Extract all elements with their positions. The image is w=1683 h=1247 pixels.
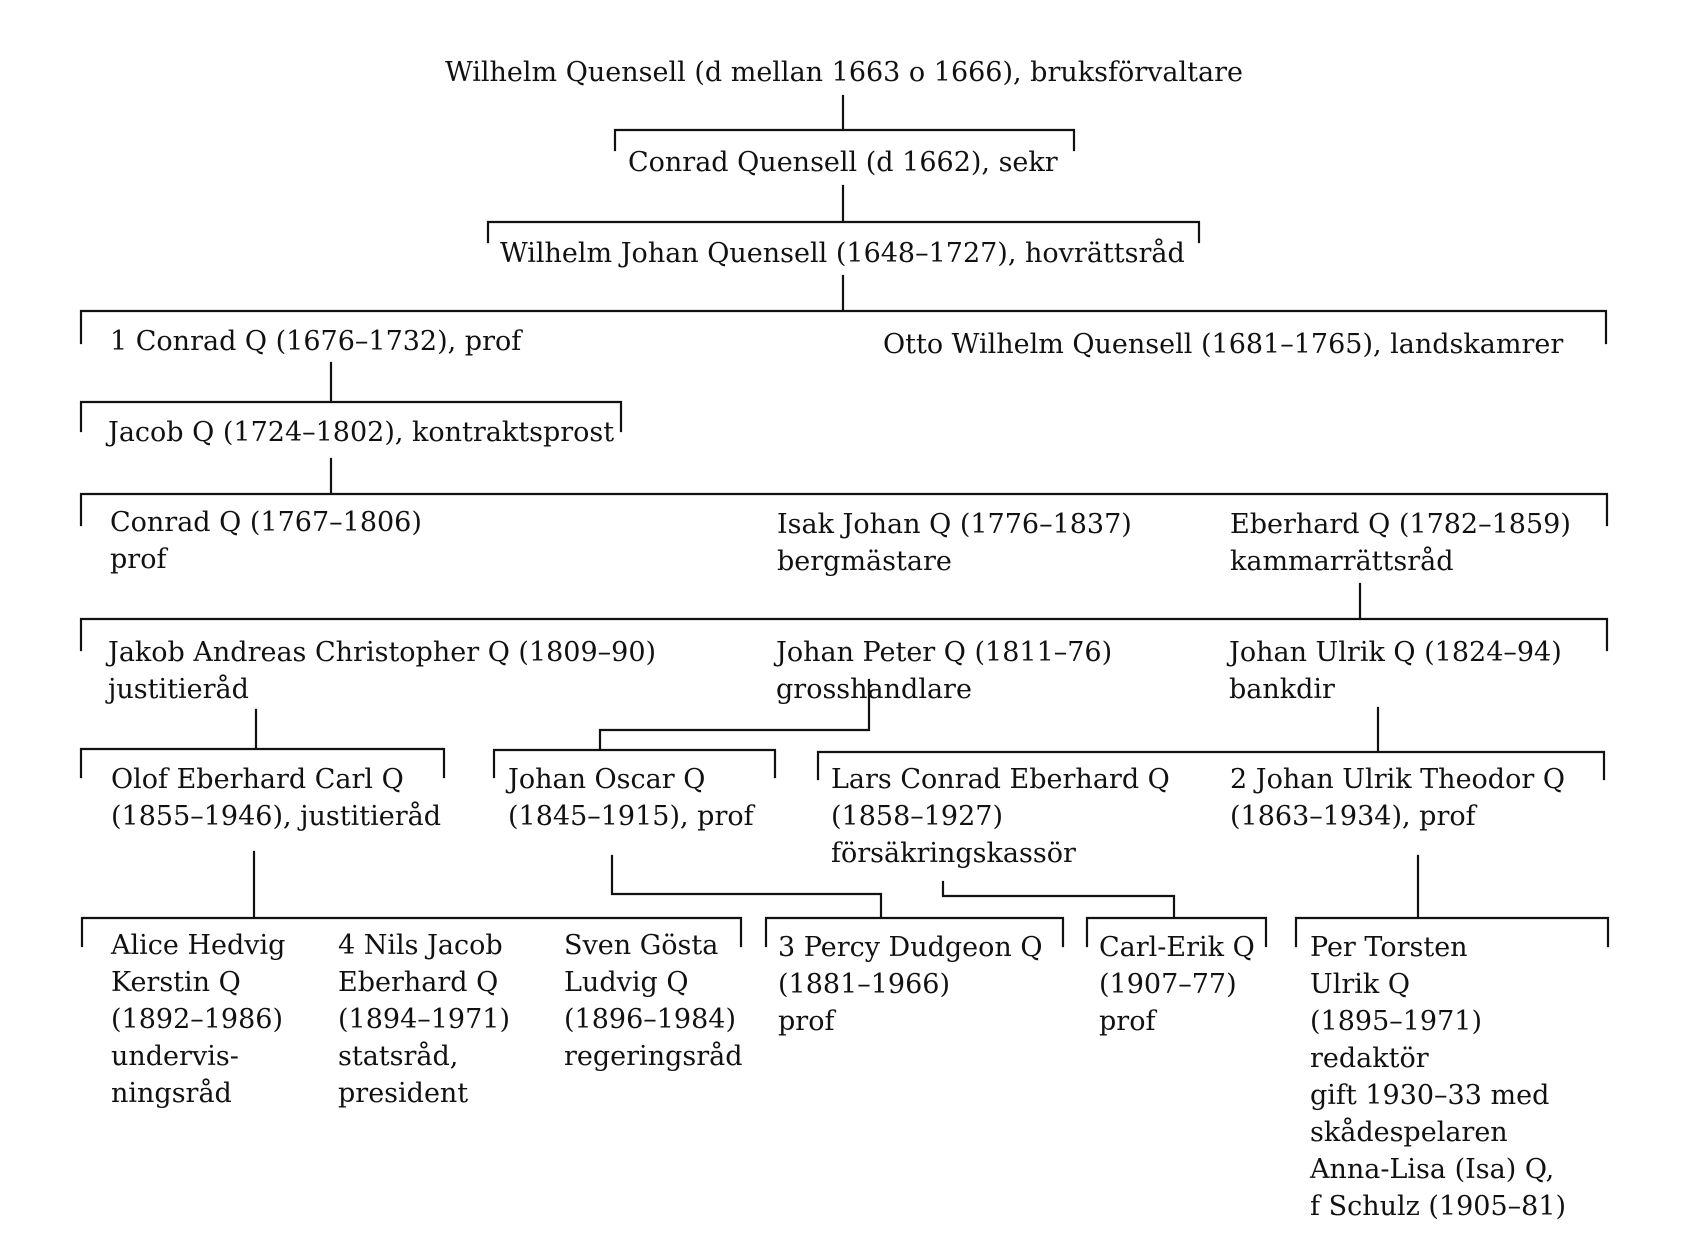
node-text-line: Alice Hedvig [111,930,286,961]
node-conrad-q-1767 [110,504,422,578]
node-text-line: Per Torsten [1310,932,1468,963]
node-text-line: (1907–77) [1099,969,1237,1000]
node-text-line: undervis- [111,1041,239,1072]
node-johan-ulrik-theodor-q [1230,761,1565,835]
node-text-line: försäkringskassör [831,838,1076,869]
node-wilhelm-johan-quensell [500,235,1185,272]
node-text-line: (1892–1986) [111,1004,283,1035]
node-per-torsten-ulrik-q [1310,929,1566,1225]
node-text-line: (1858–1927) [831,801,1003,832]
node-text-line: statsråd, [338,1041,459,1072]
node-text-line: (1845–1915), prof [508,801,754,832]
node-text-line: grosshandlare [776,674,972,705]
node-text-line: (1855–1946), justitieråd [111,801,442,832]
node-text-line: Sven Gösta [564,930,719,961]
node-percy-dudgeon-q [778,929,1043,1040]
node-wilhelm-quensell [445,54,1243,91]
node-text-line: Isak Johan Q (1776–1837) [777,509,1132,540]
node-text-line: Wilhelm Quensell (d mellan 1663 o 1666), bruksförvaltare [445,57,1243,88]
node-text-line: gift 1930–33 med [1310,1080,1550,1111]
node-text-line: president [338,1078,469,1109]
node-text-line: Jakob Andreas Christopher Q (1809–90) [108,637,657,668]
node-text-line: prof [778,1006,835,1037]
node-text-line: Wilhelm Johan Quensell (1648–1727), hovrättsråd [500,238,1185,269]
node-conrad-q-1676 [110,323,521,360]
node-johan-peter-q [776,634,1112,708]
node-text-line: prof [110,544,167,575]
node-text-line: 3 Percy Dudgeon Q [778,932,1043,963]
node-text-line: 4 Nils Jacob [338,930,503,961]
node-text-line: (1896–1984) [564,1004,736,1035]
connector-wilhelm-to-conrad [615,96,1074,150]
node-otto-wilhelm-quensell [883,326,1563,363]
node-text-line: skådespelaren [1310,1117,1508,1148]
node-text-line: (1863–1934), prof [1230,801,1476,832]
node-text-line: 2 Johan Ulrik Theodor Q [1230,764,1565,795]
node-conrad-quensell-1662 [628,144,1058,181]
node-text-line: redaktör [1310,1043,1429,1074]
node-text-line: (1894–1971) [338,1004,510,1035]
node-text-line: (1895–1971) [1310,1006,1482,1037]
node-text-line: kammarrättsråd [1230,546,1454,577]
node-text-line: Johan Oscar Q [508,764,706,795]
node-text-line: Carl-Erik Q [1099,932,1255,963]
node-text-line: Kerstin Q [111,967,241,998]
node-eberhard-q [1230,506,1571,580]
node-text-line: Jacob Q (1724–1802), kontraktsprost [108,417,615,448]
node-lars-conrad-eberhard-q [831,761,1170,872]
node-text-line: ningsråd [111,1078,232,1109]
node-johan-oscar-q [508,761,754,835]
node-text-line: Olof Eberhard Carl Q [111,764,404,795]
node-sven-gosta-ludvig-q [564,927,743,1075]
node-text-line: Eberhard Q [338,967,499,998]
node-isak-johan-q [777,506,1132,580]
connector-conrad-to-wilhelm-johan [488,186,1199,242]
node-text-line: bankdir [1229,674,1335,705]
node-text-line: Johan Ulrik Q (1824–94) [1229,637,1562,668]
node-text-line: bergmästare [777,546,952,577]
node-nils-jacob-eberhard-q [338,927,510,1112]
node-text-line: 1 Conrad Q (1676–1732), prof [110,326,522,357]
node-text-line: Conrad Quensell (d 1662), sekr [628,147,1058,178]
node-johan-ulrik-q [1229,634,1562,708]
node-text-line: prof [1099,1006,1156,1037]
node-olof-eberhard-carl-q [111,761,441,835]
node-text-line: regeringsråd [564,1041,743,1072]
node-text-line: Ludvig Q [564,967,689,998]
node-jakob-andreas-christopher-q [108,634,656,708]
node-text-line: Johan Peter Q (1811–76) [776,637,1113,668]
node-text-line: Otto Wilhelm Quensell (1681–1765), landskamrer [883,329,1564,360]
node-carl-erik-q [1099,929,1255,1040]
node-jacob-q [108,414,614,451]
node-text-line: justitieråd [108,674,249,705]
node-text-line: Conrad Q (1767–1806) [110,507,422,538]
node-text-line: Lars Conrad Eberhard Q [831,764,1170,795]
node-text-line: (1881–1966) [778,969,950,1000]
node-text-line: Eberhard Q (1782–1859) [1230,509,1571,540]
node-alice-hedvig-kerstin-q [111,927,285,1112]
node-text-line: Anna-Lisa (Isa) Q, [1310,1154,1555,1185]
node-text-line: Ulrik Q [1310,969,1411,1000]
node-text-line: f Schulz (1905–81) [1310,1191,1567,1222]
